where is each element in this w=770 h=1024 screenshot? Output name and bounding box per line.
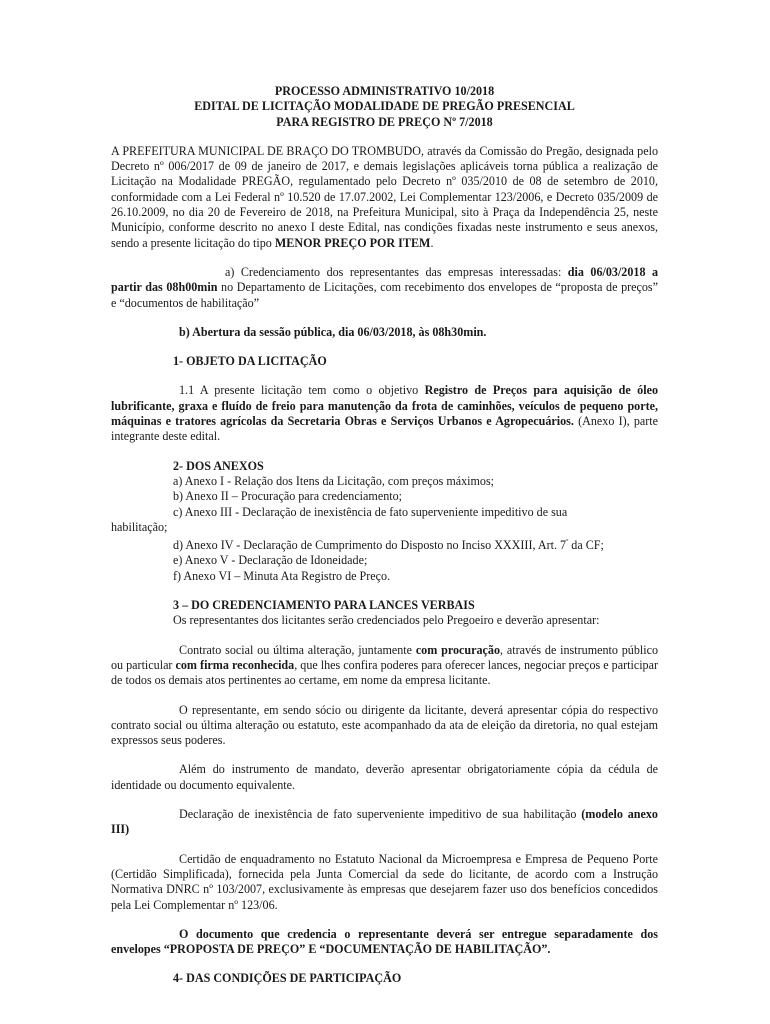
annex-b: b) Anexo II – Procuração para credenciamento; [173,489,403,504]
section2-title: 2- DOS ANEXOS [173,458,264,473]
item-b-abertura: b) Abertura da sessão pública, dia 06/03/2018, às 08h30min. [179,324,487,339]
section3-title: 3 – DO CREDENCIAMENTO PARA LANCES VERBAIS [173,598,475,613]
header-process: PROCESSO ADMINISTRATIVO 10/2018 [274,84,495,98]
annex-c: c) Anexo III - Declaração de inexistência de fato superveniente impeditivo de sua [173,504,568,519]
section1-objeto: 1.1 A presente licitação tem como o objetivo Registro de Preços para aquisição de óleo lubrificante, graxa e fluído de freio para manutenção da frota de caminhões, veículos de pequeno porte, máquinas e tratores agrícolas da Secretaria Obras e Serviços Urbanos e Agropecuários. (Anexo I), parte integrante deste edital. [111,383,659,444]
section3-identidade: Além do instrumento de mandato, deverão apresentar obrigatoriamente cópia da cédula de identidade ou documento equivalente. [111,762,658,792]
section3-contrato: Contrato social ou última alteração, juntamente com procuração, através de instrumento público ou particular com firma reconhecida, que lhes confira poderes para oferecer lances, negociar preços e participar de todos os demais atos pertinentes ao certame, em nome da empresa licitante. [111,642,659,688]
section3-entrega: O documento que credencia o representante deverá ser entregue separadamente dos envelopes “PROPOSTA DE PREÇO” E “DOCUMENTAÇÃO DE HABILITAÇÃO”. [111,926,658,957]
section3-certidao: Certidão de enquadramento no Estatuto Nacional da Microempresa e Empresa de Pequeno Porte (Certidão Simplificada), fornecida pela Junta Comercial da sede do licitante, de acordo com a Instrução Normativa DNRC nº 103/2007, exclusivamente às empresas que desejarem fazer uso dos benefícios concedidos pela Lei Complementar nº 123/06. [111,851,658,912]
doc-header [111,84,658,130]
section3-representante: O representante, em sendo sócio ou dirigente da licitante, deverá apresentar cópia do respectivo contrato social ou última alteração ou estatuto, este acompanhado da ata de eleição da diretoria, no qual estejam expressos seus poderes. [111,702,658,748]
annex-a: a) Anexo I - Relação dos Itens da Licitação, com preços máximos; [173,473,495,488]
section3-lead: Os representantes dos licitantes serão credenciados pelo Pregoeiro e deverão apresentar: [173,613,600,628]
annex-f: f) Anexo VI – Minuta Ata Registro de Preço. [173,568,391,583]
section1-title: 1- OBJETO DA LICITAÇÃO [173,354,327,369]
annex-e: e) Anexo V - Declaração de Idoneidade; [173,553,368,568]
annex-d: d) Anexo IV - Declaração de Cumprimento do Disposto no Inciso XXXIII, Art. $7^º$ da CF; [173,538,604,553]
section3-declaracao: Declaração de inexistência de fato superveniente impeditivo de sua habilitação (modelo anexo III) [111,807,658,837]
intro-paragraph: A PREFEITURA MUNICIPAL DE BRAÇO DO TROMBUDO, através da Comissão do Pregão, designada pelo Decreto nº 006/2017 de 09 de janeiro de 2017, e demais legislações aplicáveis torna pública a realização de Licitação na Modalidade PREGÃO, regulamentado pelo Decreto nº 035/2010 de 08 de setembro de 2010, conformidade com a Lei Federal nº 10.520 de 17.07.2002, Lei Complementar 123/2006, e Decreto 035/2009 de 26.10.2009, no dia 20 de Fevereiro de 2018, na Prefeitura Municipal, sito à Praça da Independência 25, neste Município, conforme descrito no anexo I deste Edital, nas condições fixadas neste instrumento e seus anexos, sendo a presente licitação do tipo MENOR PREÇO POR ITEM. [111,143,658,250]
section4-title: 4- DAS CONDIÇÕES DE PARTICIPAÇÃO [173,971,402,986]
item-a-credenciamento: a) Credenciamento dos representantes das empresas interessadas: dia 06/03/2018 a partir das 08h00min no Departamento de Licitações, com recebimento dos envelopes de “proposta de preços” e “documentos de habilitação” [111,264,659,310]
annex-c-continued: habilitação; [111,519,168,534]
header-registro: PARA REGISTRO DE PREÇO Nº 7/2018 [276,114,493,129]
header-edital: EDITAL DE LICITAÇÃO MODALIDADE DE PREGÃO PRESENCIAL [194,99,575,114]
